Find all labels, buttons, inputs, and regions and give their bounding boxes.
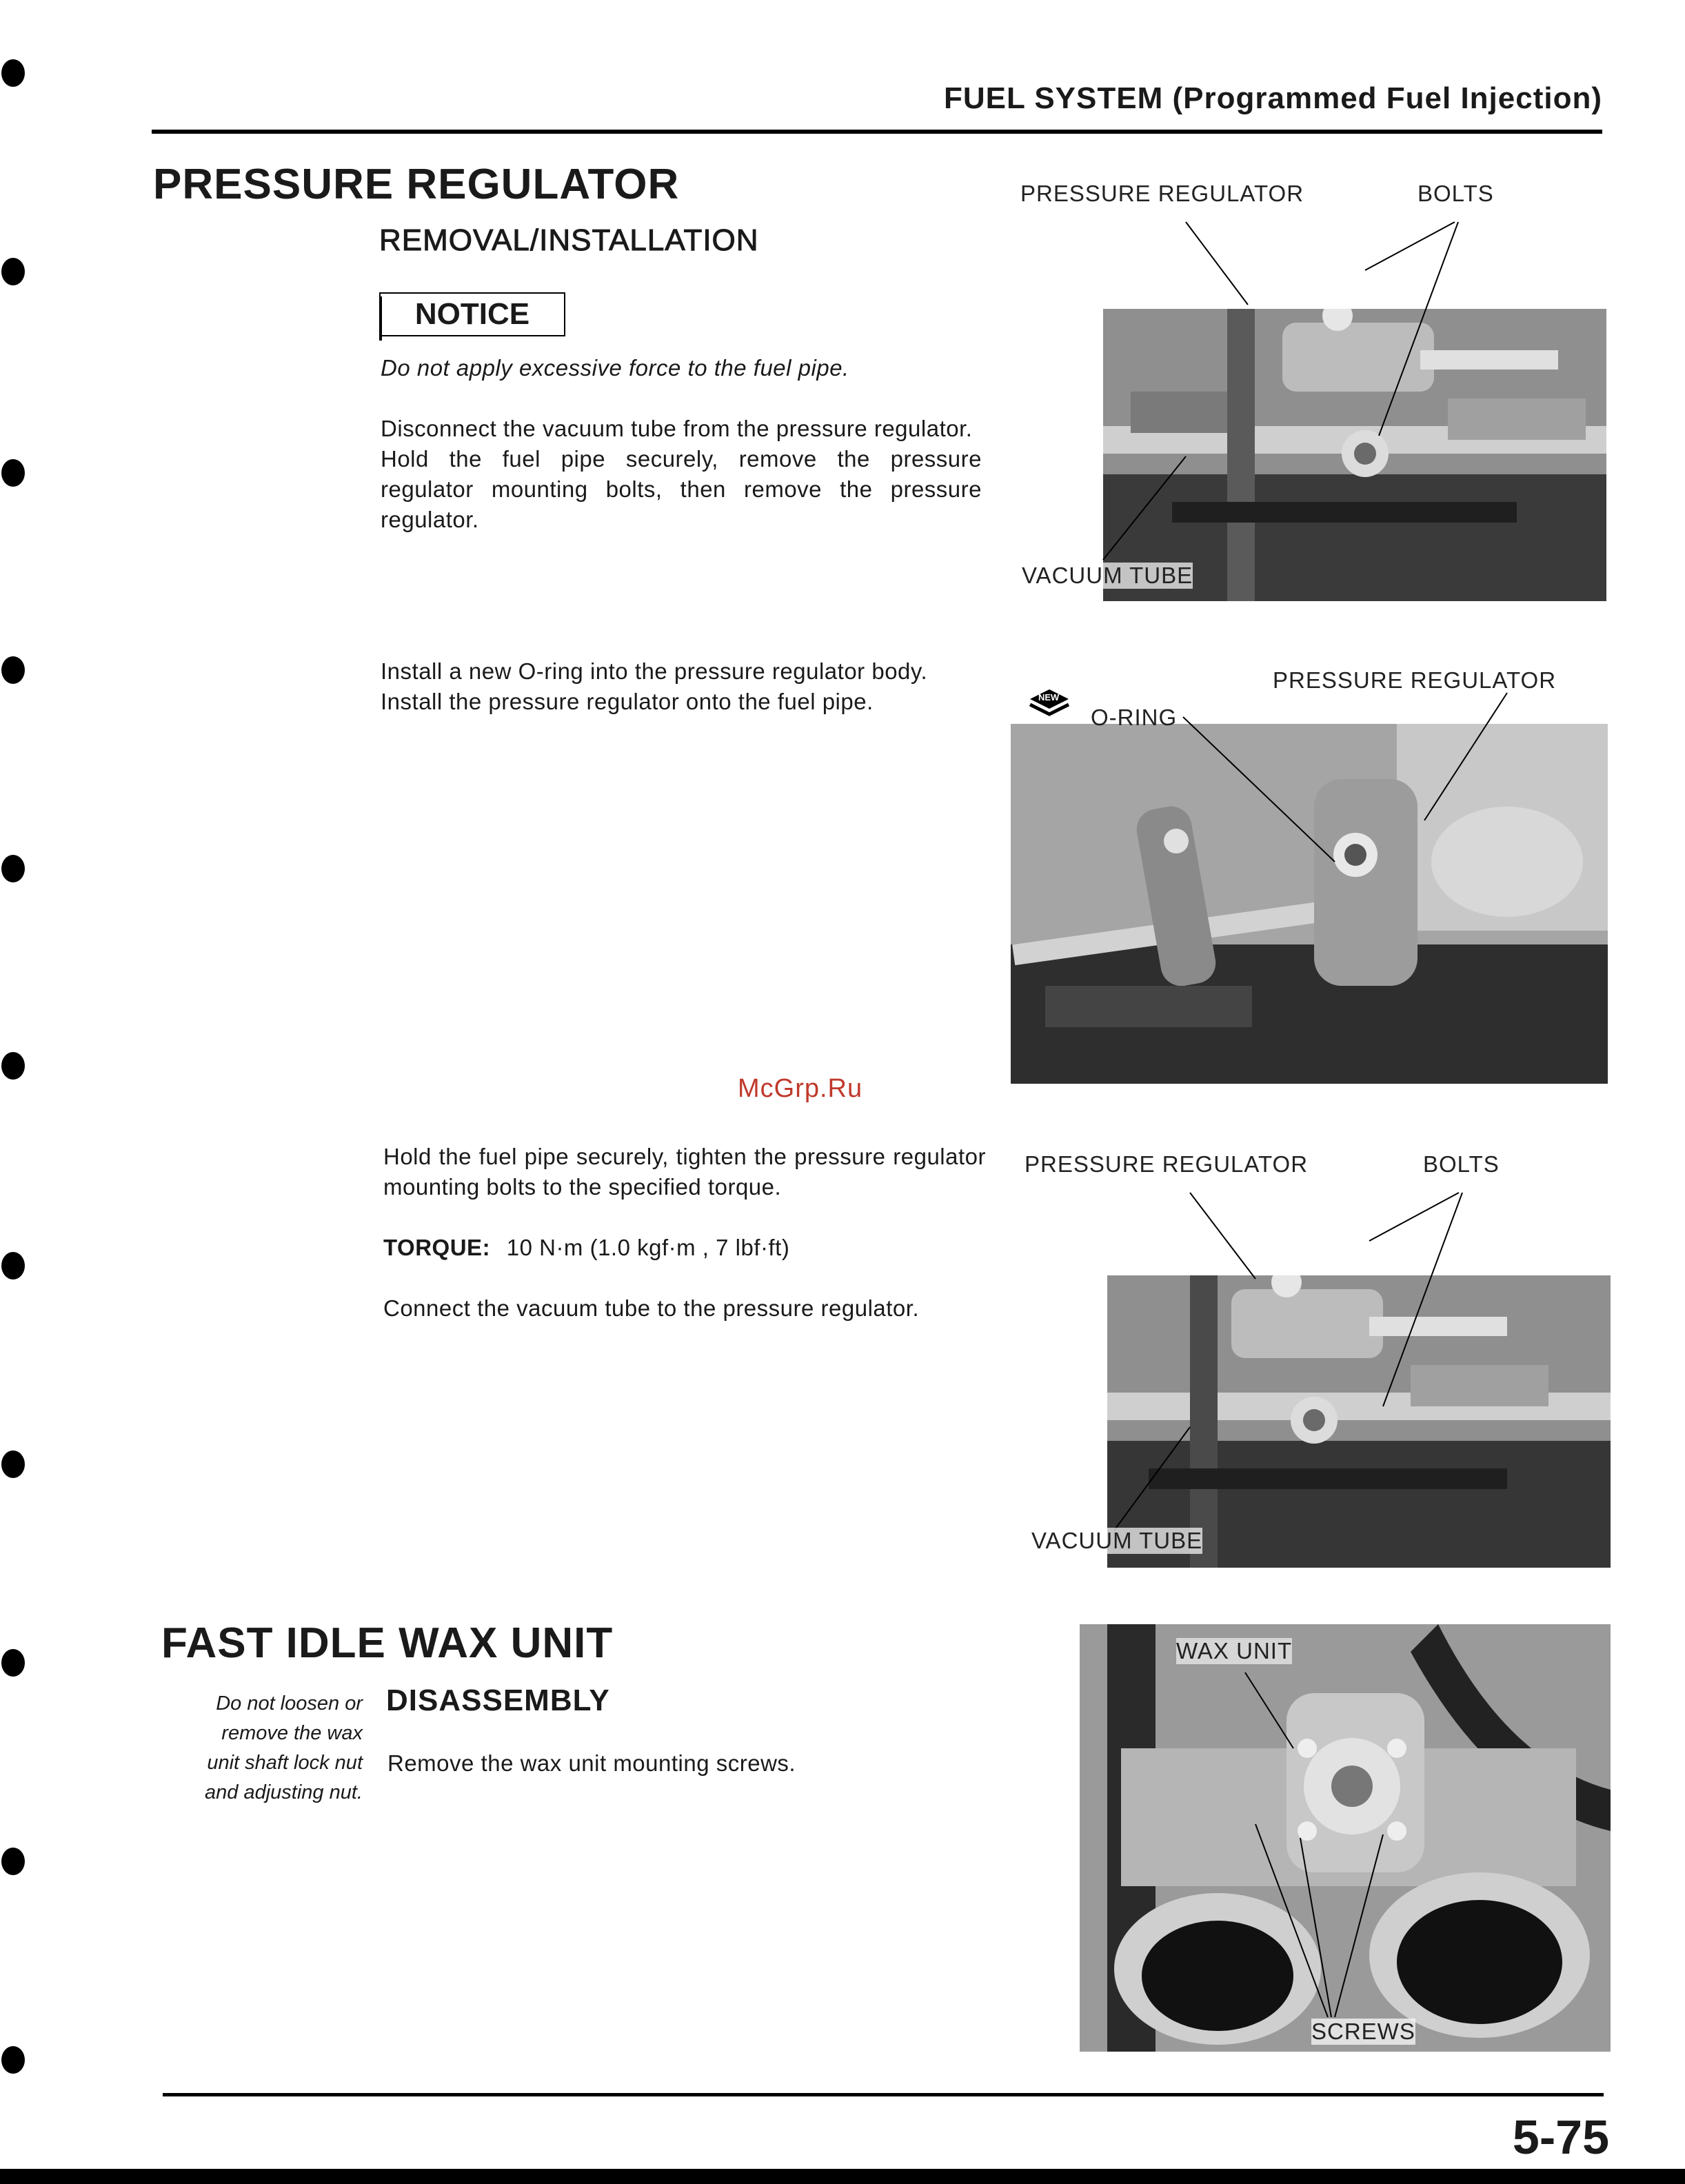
label-pressure-regulator: PRESSURE REGULATOR	[1025, 1151, 1309, 1177]
label-o-ring: O-RING	[1091, 705, 1178, 730]
binder-hole	[1, 1052, 25, 1080]
footer-rule	[163, 2093, 1604, 2096]
page-number: 5-75	[1512, 2110, 1609, 2164]
binder-hole	[1, 1848, 25, 1875]
binder-hole	[1, 2046, 25, 2074]
section-subtitle-disassembly: DISASSEMBLY	[386, 1684, 610, 1717]
binder-hole	[1, 656, 25, 684]
figure-3-overlay	[1018, 1151, 1624, 1572]
label-vacuum-tube: VACUUM TUBE	[1022, 563, 1193, 588]
watermark: McGrp.Ru	[738, 1074, 863, 1103]
torque-value: 10 N·m (1.0 kgf·m , 7 lbf·ft)	[506, 1235, 790, 1260]
label-bolts: BOLTS	[1417, 181, 1494, 206]
section-title-wax-unit: FAST IDLE WAX UNIT	[161, 1619, 614, 1667]
torque-label: TORQUE:	[383, 1235, 491, 1260]
section-title-pressure-regulator: PRESSURE REGULATOR	[153, 161, 680, 208]
label-vacuum-tube: VACUUM TUBE	[1031, 1528, 1203, 1553]
instruction-connect: Connect the vacuum tube to the pressure regulator.	[383, 1295, 920, 1321]
instruction-disconnect: Disconnect the vacuum tube from the pressure regulator.	[381, 416, 973, 441]
section-subtitle-removal: REMOVAL/INSTALLATION	[379, 223, 759, 257]
bottom-edge	[0, 2169, 1685, 2184]
side-note: Do not loosen or remove the wax unit shaft lock nut and adjusting nut.	[205, 1692, 363, 1803]
instruction-block-1	[381, 414, 982, 535]
instruction-tighten: Hold the fuel pipe securely, tighten the pressure regulator mounting bolts to the specified torque.	[383, 1144, 986, 1200]
binder-hole	[1, 258, 25, 285]
binder-hole	[1, 1450, 25, 1478]
binder-hole	[1, 459, 25, 487]
label-pressure-regulator: PRESSURE REGULATOR	[1020, 181, 1304, 206]
binder-hole	[1, 59, 25, 87]
header-title: FUEL SYSTEM (Programmed Fuel Injection)	[944, 81, 1602, 115]
torque-spec	[383, 1233, 986, 1263]
binder-hole	[1, 1649, 25, 1677]
instruction-install-oring: Install a new O-ring into the pressure regulator body.	[381, 658, 928, 684]
notice-text: Do not apply excessive force to the fuel pipe.	[381, 355, 849, 381]
instruction-install-regulator: Install the pressure regulator onto the fuel pipe.	[381, 689, 874, 714]
label-bolts: BOLTS	[1423, 1151, 1500, 1177]
figure-4-overlay	[1080, 1624, 1611, 2052]
instruction-remove: Hold the fuel pipe securely, remove the pressure regulator mounting bolts, then remove the pressure regulator.	[381, 446, 982, 532]
notice-box: NOTICE	[379, 292, 565, 336]
label-wax-unit: WAX UNIT	[1176, 1638, 1293, 1664]
label-screws: SCREWS	[1311, 2019, 1415, 2044]
instruction-block-2	[381, 656, 982, 717]
header-rule	[152, 130, 1602, 134]
binder-hole	[1, 855, 25, 882]
instruction-remove-screws: Remove the wax unit mounting screws.	[387, 1750, 796, 1776]
binder-hole	[1, 1252, 25, 1280]
label-pressure-regulator: PRESSURE REGULATOR	[1273, 667, 1557, 693]
figure-2-overlay	[1011, 655, 1617, 1082]
new-part-icon	[1027, 684, 1071, 718]
new-badge-text: NEW	[1038, 692, 1060, 702]
figure-1-overlay	[1013, 181, 1620, 601]
